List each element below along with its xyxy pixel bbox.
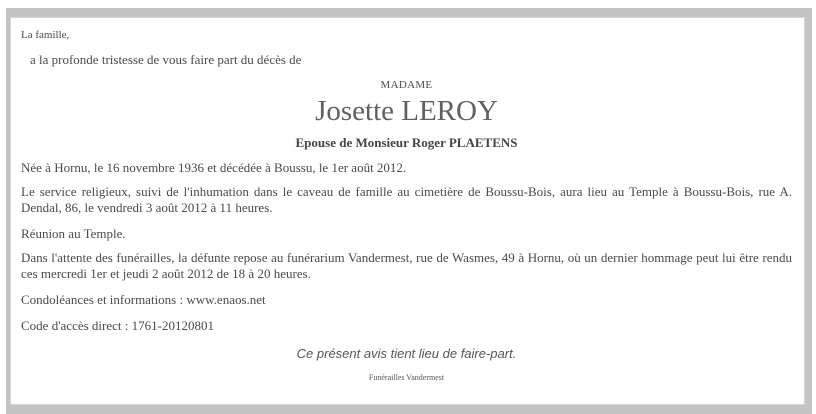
service-paragraph: Le service religieux, suivi de l'inhumation dans le caveau de famille au cimetière de Boussu-Bois, aura lieu au Temple à Boussu-Bois, rue A. Dendal, 86, le vendredi 3 août 2012 à 11 heures. <box>21 184 792 215</box>
death-notice <box>10 17 805 405</box>
condolences-line: Condoléances et informations : www.enaos.net <box>21 292 266 307</box>
funeral-home-signature: Funérailles Vandermest <box>368 373 445 382</box>
intro-line: a la profonde tristesse de vous faire part du décès de <box>30 52 302 67</box>
faire-part-line: Ce présent avis tient lieu de faire-part. <box>296 346 517 361</box>
family-line: La famille, <box>21 29 70 41</box>
meeting-line: Réunion au Temple. <box>21 226 126 241</box>
birth-death-line: Née à Hornu, le 16 novembre 1936 et décédée à Boussu, le 1er août 2012. <box>21 160 407 175</box>
deceased-name: Josette LEROY <box>315 95 498 127</box>
access-code-line: Code d'accès direct : 1761-20120801 <box>21 318 214 333</box>
honorific: MADAME <box>380 79 433 91</box>
funerarium-paragraph: Dans l'attente des funérailles, la défunte repose au funérarium Vandermest, rue de Wasmes, 49 à Hornu, où un dernier hommage peut lui être rendu ces mercredi 1er et jeudi 2 août 2012 de 18 à 20 heures. <box>21 250 792 281</box>
notice-frame <box>6 8 812 414</box>
spouse-line: Epouse de Monsieur Roger PLAETENS <box>295 135 518 150</box>
